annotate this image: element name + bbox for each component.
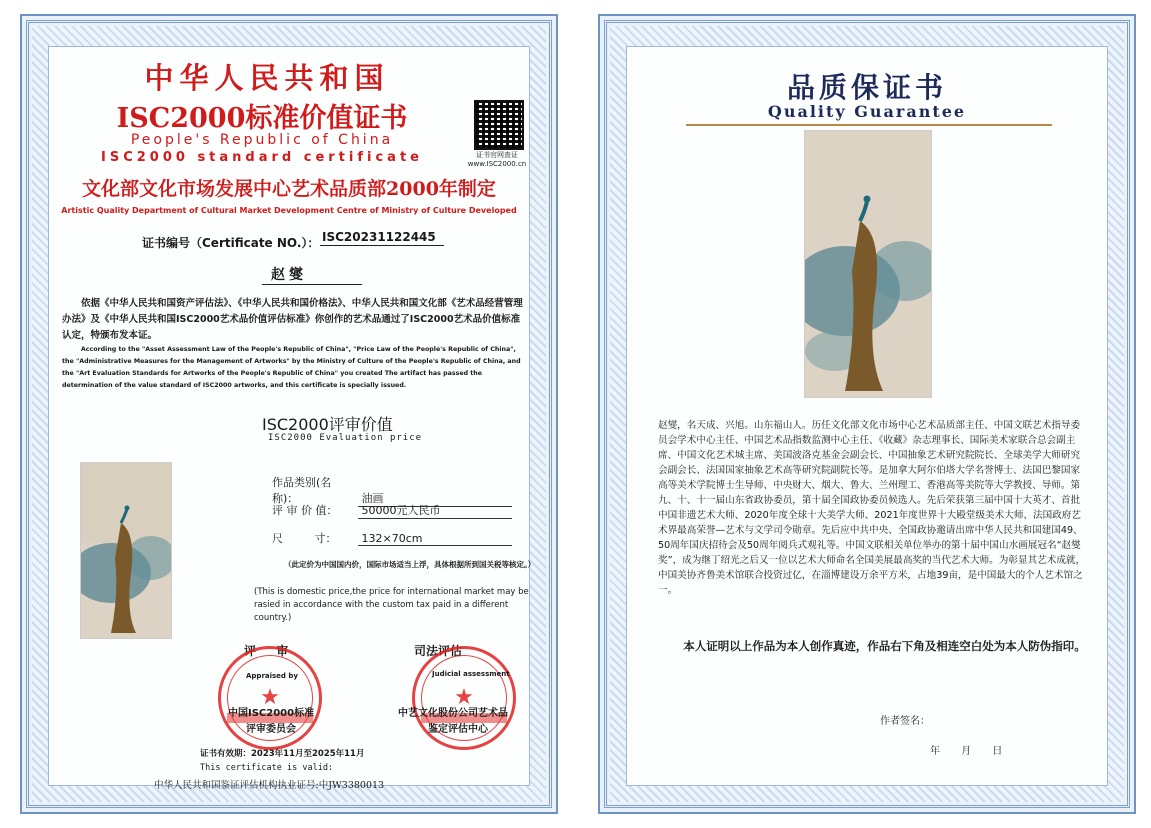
qr-url: www.ISC2000.cn — [467, 160, 527, 168]
field-evaluation-value — [272, 502, 512, 519]
judicial-heading: 司法评估 — [414, 644, 463, 658]
quality-guarantee — [598, 14, 1136, 814]
qr-code[interactable] — [474, 100, 524, 150]
field-label: 评 审 价 值： — [272, 504, 338, 517]
authenticity-declaration: 本人证明以上作品为本人创作真迹，作品右下角及相连空白处为本人防伪指印。 — [683, 639, 1086, 653]
appraised-by: Appraised by — [246, 672, 298, 680]
title-en-country: People's Republic of China — [130, 132, 394, 148]
field-value: 油画 — [358, 490, 512, 507]
isc2000-certificate — [20, 14, 558, 814]
field-value: 50000元人民币 — [358, 502, 512, 519]
review-heading: 评 审 — [244, 644, 297, 658]
review-committee-name: 中国ISC2000标准 — [228, 708, 315, 719]
artist-biography: 赵燮，名天成、兴旭。山东福山人。历任文化部文化市场中心艺术品质部主任、中国文联艺术指导委员会学术中心主任、中国艺术品指数监测中心主任、《收藏》杂志理事长、国际美术家联合总会副主席、中国文化艺术城主席、美国波洛克基金会副会长、中国抽象艺术研究院院长、全球美学大师研究会副会长、法国国家抽象艺术高等研究院副院长等。是加拿大阿尔伯塔大学名誉博士、法国巴黎国家高等美术学院博士生导师、中央财大、烟大、鲁大、兰州理工、香港高等美院等大学教授、导师。第九、十、十一届山东省政协委员，第十届全国政协委员候选人。先后荣获第三届中国十大英才、首批中国非遗艺术大师、2020年度全球十大美学大师、2021年度世界十大殿堂级美术大师、法国政府艺术界最高荣誉—艺术与文学司令勋章。先后应中共中央、全国政协邀请出席中华人民共和国建国49、50周年国庆招待会及50周年阅兵式观礼等。中国文联相关单位举办的第十届中国山水画展冠名“赵燮奖”，成为继丁绍光之后又一位以艺术大师命名全国美展最高奖的当代艺术大师。为彰显其艺术成就，中国美协齐鲁美术馆联合投资过亿，在淄博建设万余平方米，占地39亩，是中国最大的个人艺术馆之一。 — [658, 420, 1086, 596]
appraisal-center-name: 中艺文化股份公司艺术品 — [398, 708, 508, 719]
validity-period: 证书有效期：2023年11月至2025年11月 — [200, 749, 365, 759]
title-divider — [686, 124, 1052, 126]
artist-underline — [262, 284, 362, 285]
artwork-thumbnail — [80, 462, 172, 639]
appraisal-center-seal: ★ — [412, 646, 516, 750]
evaluation-subtitle: ISC2000 Evaluation price — [268, 433, 423, 443]
price-note-cn: （此定价为中国国内价，国际市场适当上浮，具体根据所到国关税等核定。） — [284, 560, 536, 569]
title-country: 中华人民共和国 — [144, 61, 390, 95]
price-note-en: (This is domestic price,the price for international market may be rasied in accordance with the custom tax paid in a different country.) — [254, 587, 529, 623]
license-number: 中华人民共和国鉴证评估机构执业证号:中JW3380013 — [154, 780, 385, 791]
judicial-assessment: Judicial assessment — [432, 670, 510, 678]
artwork-image — [804, 130, 932, 398]
review-committee-seal: ★ — [218, 646, 322, 750]
appraisal-center-name-2: 鉴定评估中心 — [428, 724, 488, 735]
field-label: 尺 寸： — [272, 532, 337, 545]
qr-caption: 证书官网查证 — [476, 151, 518, 159]
department-en: Artistic Quality Department of Cultural Market Development Centre of Ministry of Culture Developed — [61, 206, 517, 215]
guarantee-title: 品质保证书 — [786, 71, 947, 104]
field-label: 作品类别(名称)： — [272, 476, 332, 505]
certificate-number-label: 证书编号（Certificate NO.）： — [142, 236, 320, 250]
evaluation-title: ISC2000评审价值 — [262, 415, 393, 434]
guarantee-title-en: Quality Guarantee — [767, 102, 967, 121]
artist-name: 赵燮 — [271, 267, 307, 283]
date-label: 年 月 日 — [930, 746, 1003, 757]
certification-text-cn: 依据《中华人民共和国资产评估法》、《中华人民共和国价格法》、中华人民共和国文化部《艺术品经营管理办法》及《中华人民共和国ISC2000艺术品价值评估标准》你创作的艺术品通过了ISC2000艺术品价值标准认定，特颁布发本证。 — [62, 298, 523, 341]
review-committee-name-2: 评审委员会 — [246, 724, 296, 735]
field-value: 132×70cm — [358, 532, 512, 546]
department-cn: 文化部文化市场发展中心艺术品质部2000年制定 — [82, 178, 496, 200]
certificate-number: ISC20231122445 — [320, 230, 444, 246]
title-en-standard: ISC2000 standard certificate — [101, 150, 423, 165]
validity-period-en: This certificate is valid: — [200, 763, 334, 773]
signature-label: 作者签名： — [880, 716, 930, 727]
title-standard: ISC2000标准价值证书 — [116, 103, 408, 134]
certification-text-en: According to the "Asset Assessment Law of the People's Republic of China", "Price Law of the People's Republic of China", the "Administrative Measures for the Management of Artworks" by the Ministry of Culture of the People's Republic of China, and the "Art Evaluation Standards for Artworks of the People's Republic of China" you created The artifact has passed the determination of the value standard of ISC2000 artworks, and this certificate is specially issued. — [62, 346, 521, 389]
field-size — [272, 530, 512, 546]
